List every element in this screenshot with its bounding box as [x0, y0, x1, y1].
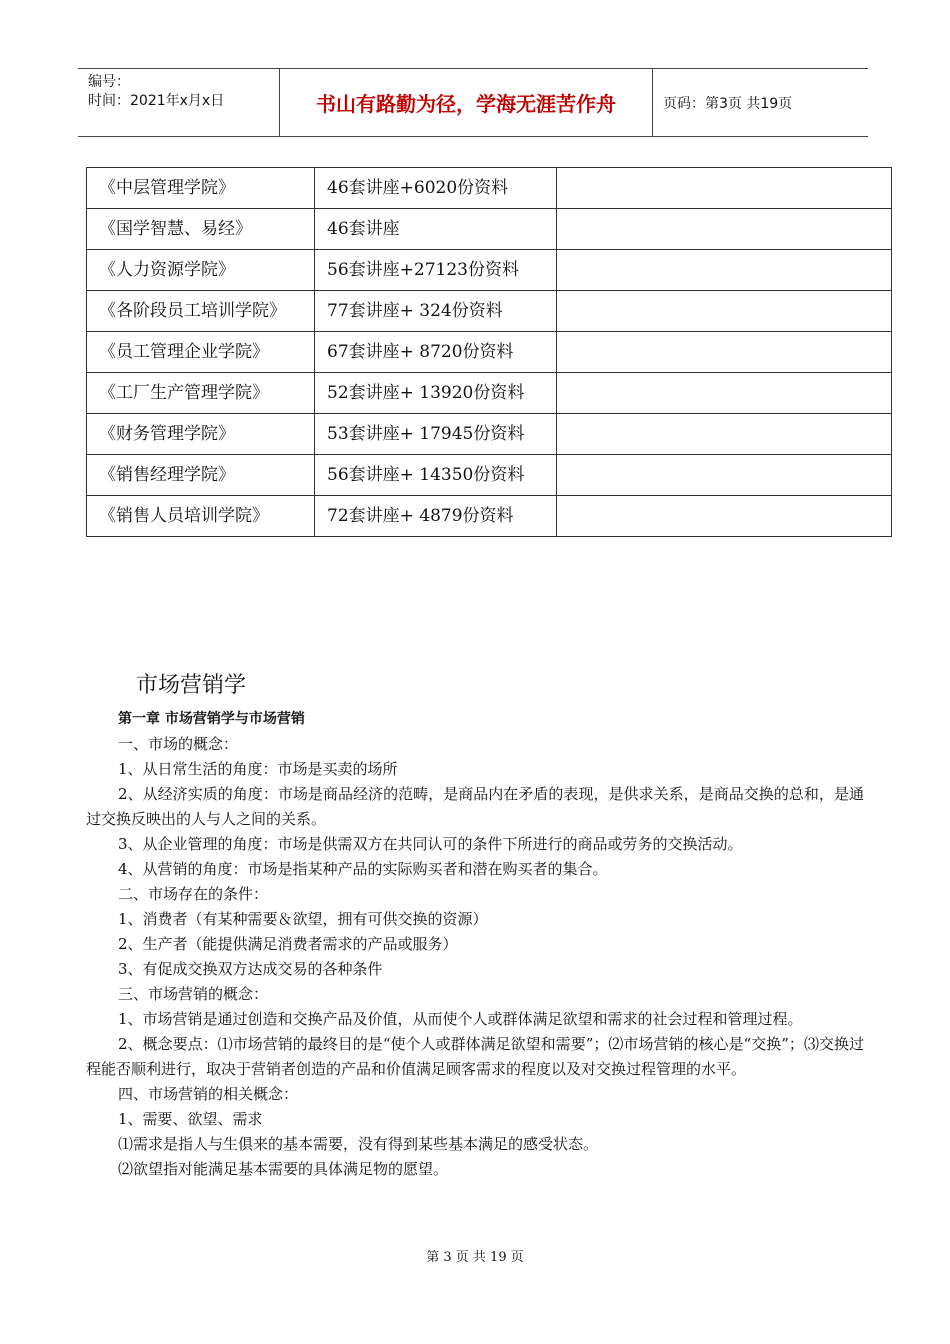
table-row: [87, 250, 892, 291]
paragraph: 三、市场营销的概念：: [118, 985, 269, 1003]
cell-name: 《财务管理学院》: [87, 414, 315, 455]
cell-content: 52套讲座+ 13920份资料: [315, 373, 557, 414]
paragraph: 1、消费者（有某种需要＆欲望，拥有可供交换的资源）: [118, 910, 488, 928]
cell-content: 72套讲座+ 4879份资料: [315, 496, 557, 537]
cell-note: [557, 496, 892, 537]
paragraph: 3、有促成交换双方达成交易的各种条件: [118, 960, 383, 978]
cell-name: 《员工管理企业学院》: [87, 332, 315, 373]
cell-name: 《中层管理学院》: [87, 168, 315, 209]
table-row: [87, 332, 892, 373]
cell-note: [557, 291, 892, 332]
cell-content: 56套讲座+ 14350份资料: [315, 455, 557, 496]
chapter-heading: 第一章 市场营销学与市场营销: [118, 711, 305, 727]
paragraph: 2、生产者（能提供满足消费者需求的产品或服务）: [118, 935, 458, 953]
page-footer: 第 3 页 共 19 页: [426, 1250, 524, 1265]
cell-name: 《国学智慧、易经》: [87, 209, 315, 250]
cell-note: [557, 455, 892, 496]
table-row: [87, 414, 892, 455]
cell-name: 《销售经理学院》: [87, 455, 315, 496]
resource-table: [86, 167, 892, 537]
code-label: 编号：: [88, 74, 130, 90]
cell-note: [557, 250, 892, 291]
table-row: [87, 496, 892, 537]
cell-name: 《销售人员培训学院》: [87, 496, 315, 537]
paragraph: ⑴需求是指人与生俱来的基本需要，没有得到某些基本满足的感受状态。: [118, 1135, 599, 1153]
cell-name: 《工厂生产管理学院》: [87, 373, 315, 414]
paragraph: 二、市场存在的条件：: [118, 885, 269, 903]
paragraph: 2、概念要点：⑴市场营销的最终目的是“使个人或群体满足欲望和需要”；⑵市场营销的核心是“交换”；⑶交换过程能否顺利进行，取决于营销者创造的产品和价值满足顾客需求的程度以及对交换过程管理的水平。: [86, 1035, 864, 1078]
table-row: [87, 373, 892, 414]
paragraph: 1、需要、欲望、需求: [118, 1110, 263, 1128]
table-row: [87, 209, 892, 250]
cell-content: 53套讲座+ 17945份资料: [315, 414, 557, 455]
cell-content: 56套讲座+27123份资料: [315, 250, 557, 291]
cell-content: 77套讲座+ 324份资料: [315, 291, 557, 332]
paragraph: 2、从经济实质的角度：市场是商品经济的范畴，是商品内在矛盾的表现，是供求关系，是商品交换的总和，是通过交换反映出的人与人之间的关系。: [86, 785, 864, 828]
paragraph: 3、从企业管理的角度：市场是供需双方在共同认可的条件下所进行的商品或劳务的交换活动。: [118, 835, 743, 853]
paragraph: ⑵欲望指对能满足基本需要的具体满足物的愿望。: [118, 1160, 449, 1178]
cell-note: [557, 414, 892, 455]
page-info: 页码：第3页 共19页: [663, 95, 793, 112]
paragraph: 1、市场营销是通过创造和交换产品及价值，从而使个人或群体满足欲望和需求的社会过程和管理过程。: [118, 1010, 803, 1028]
table-row: [87, 455, 892, 496]
paragraph: 4、从营销的角度：市场是指某种产品的实际购买者和潜在购买者的集合。: [118, 860, 608, 878]
cell-name: 《人力资源学院》: [87, 250, 315, 291]
paragraph: 1、从日常生活的角度：市场是买卖的场所: [118, 760, 398, 778]
cell-name: 《各阶段员工培训学院》: [87, 291, 315, 332]
cell-note: [557, 332, 892, 373]
cell-content: 67套讲座+ 8720份资料: [315, 332, 557, 373]
paragraph: 一、市场的概念：: [118, 735, 239, 753]
page-header: [78, 68, 868, 137]
header-meta: [78, 69, 280, 136]
cell-content: 46套讲座: [315, 209, 557, 250]
cell-note: [557, 168, 892, 209]
cell-content: 46套讲座+6020份资料: [315, 168, 557, 209]
paragraph: 四、市场营销的相关概念：: [118, 1085, 299, 1103]
table-row: [87, 291, 892, 332]
doc-content: [86, 707, 864, 1182]
cell-note: [557, 209, 892, 250]
doc-title: 市场营销学: [136, 673, 247, 698]
time-label: 时间：2021年x月x日: [88, 93, 225, 109]
table-row: [87, 168, 892, 209]
cell-note: [557, 373, 892, 414]
motto: 书山有路勤为径，学海无涯苦作舟: [280, 69, 653, 136]
